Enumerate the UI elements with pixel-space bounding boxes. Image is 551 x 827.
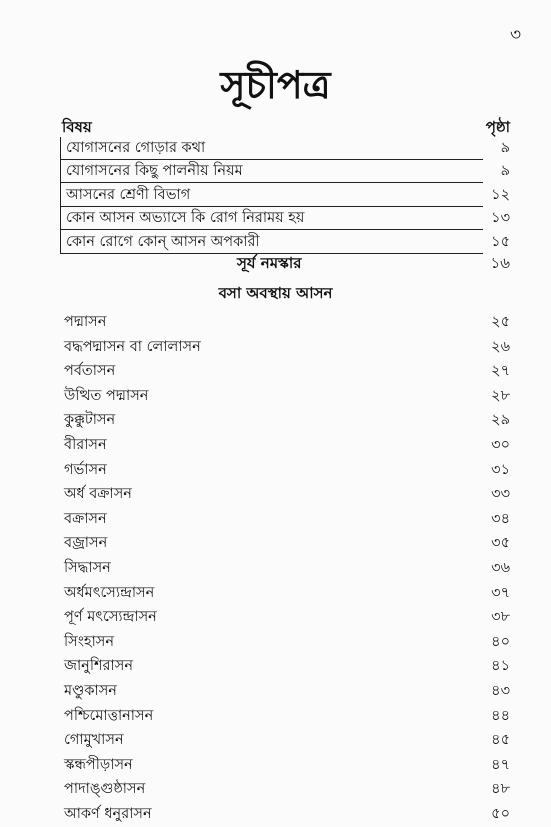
item-title: অর্ধমৎস্যেন্দ্রাসন xyxy=(64,584,155,601)
toc-header xyxy=(62,112,510,140)
item-title: পূর্ণ মৎস্যেন্দ্রাসন xyxy=(64,609,157,626)
item-title: বদ্ধপদ্মাসন বা লোলাসন xyxy=(64,338,201,355)
list-item xyxy=(58,336,510,361)
list-item xyxy=(58,360,510,385)
item-page: ৪১ xyxy=(491,658,510,675)
sitting-list xyxy=(58,311,510,827)
item-title: যোগাসনের কিছু পালনীয় নিয়ম xyxy=(66,163,243,180)
item-page: ১২ xyxy=(491,186,510,203)
sitting-section-title: বসা অবস্থায় আসন xyxy=(218,284,333,302)
list-item xyxy=(58,385,510,410)
list-item xyxy=(58,557,510,582)
item-page: ৪৭ xyxy=(491,756,510,773)
page-header: পৃষ্ঠা xyxy=(485,118,510,136)
page-number: ৩ xyxy=(509,25,521,45)
list-item xyxy=(58,631,510,656)
list-item xyxy=(58,606,510,631)
item-page: ১৫ xyxy=(491,233,510,250)
list-item xyxy=(58,434,510,459)
list-item xyxy=(58,582,510,607)
item-page: ২৮ xyxy=(491,387,510,404)
page-title: সূচীপত্র xyxy=(220,63,331,107)
item-title: কুক্কুটাসন xyxy=(64,412,116,429)
list-item xyxy=(58,311,510,336)
item-page: ৪৮ xyxy=(491,781,510,798)
list-item xyxy=(58,409,510,434)
item-title: যোগাসনের গোড়ার কথা xyxy=(66,140,206,156)
item-page: ২৯ xyxy=(491,412,510,429)
item-page: ৩০ xyxy=(491,436,510,453)
list-item xyxy=(58,680,510,705)
item-title: বীরাসন xyxy=(64,436,107,453)
list-item xyxy=(60,137,510,160)
item-page: ৯ xyxy=(500,163,510,180)
item-page: ৩৪ xyxy=(491,510,510,527)
item-page: ৩৭ xyxy=(491,584,510,601)
list-item xyxy=(58,508,510,533)
item-page: ২৭ xyxy=(491,363,510,380)
list-item xyxy=(58,803,510,827)
subject-header: বিষয় xyxy=(62,118,92,136)
item-title: সিংহাসন xyxy=(64,633,115,650)
item-title: বক্রাসন xyxy=(64,510,107,527)
item-page: ৩৩ xyxy=(491,486,510,503)
item-page: ৩৮ xyxy=(491,609,510,626)
item-title: আসনের শ্রেণী বিভাগ xyxy=(66,186,191,203)
item-title: পাদাঙ্গুষ্ঠাসন xyxy=(64,781,146,798)
item-page: ৪৪ xyxy=(491,707,510,724)
list-item xyxy=(58,729,510,754)
item-title: গর্ভাসন xyxy=(64,461,107,478)
item-title: কোন আসন অভ্যাসে কি রোগ নিরাময় হয় xyxy=(66,210,305,227)
item-title: অর্ধ বক্রাসন xyxy=(64,486,132,503)
item-page: ৪০ xyxy=(491,633,510,650)
item-page: ৯ xyxy=(500,140,510,156)
list-item xyxy=(58,532,510,557)
intro-list xyxy=(60,137,510,254)
item-page: ৫০ xyxy=(491,805,510,822)
item-title: পদ্মাসন xyxy=(64,314,107,330)
item-title: কোন রোগে কোন্ আসন অপকারী xyxy=(66,233,260,250)
item-title: আকর্ণ ধনুরাসন xyxy=(64,805,152,822)
item-page: ৪৫ xyxy=(491,732,510,749)
list-item xyxy=(58,483,510,508)
item-page: ১৩ xyxy=(491,210,510,227)
item-title: জানুশিরাসন xyxy=(64,658,133,675)
item-title: বজ্রাসন xyxy=(64,535,108,552)
list-item xyxy=(58,705,510,730)
list-item xyxy=(60,160,510,183)
list-item xyxy=(58,778,510,803)
item-page: ২৬ xyxy=(491,338,510,355)
item-page: ৪৩ xyxy=(491,682,510,699)
item-title: মণ্ডুকাসন xyxy=(64,682,117,699)
item-title: উত্থিত পদ্মাসন xyxy=(64,387,149,404)
list-item xyxy=(58,655,510,680)
list-item xyxy=(58,459,510,484)
item-title: সিদ্ধাসন xyxy=(64,559,111,576)
list-item xyxy=(60,184,510,207)
list-item xyxy=(60,207,510,230)
item-title: স্কন্ধপীড়াসন xyxy=(64,756,133,773)
section-title: সূর্য নমস্কার xyxy=(237,254,302,272)
item-page: ৩৫ xyxy=(491,535,510,552)
item-page: ৩৬ xyxy=(491,559,510,576)
sun-salutation-row xyxy=(62,251,510,275)
item-page: ২৫ xyxy=(491,314,510,330)
item-title: গোমুখাসন xyxy=(64,732,124,749)
item-title: পর্বতাসন xyxy=(64,363,116,380)
section-page: ১৬ xyxy=(490,254,510,272)
item-title: পশ্চিমোত্তানাসন xyxy=(64,707,154,724)
item-page: ৩১ xyxy=(491,461,510,478)
list-item xyxy=(58,754,510,779)
